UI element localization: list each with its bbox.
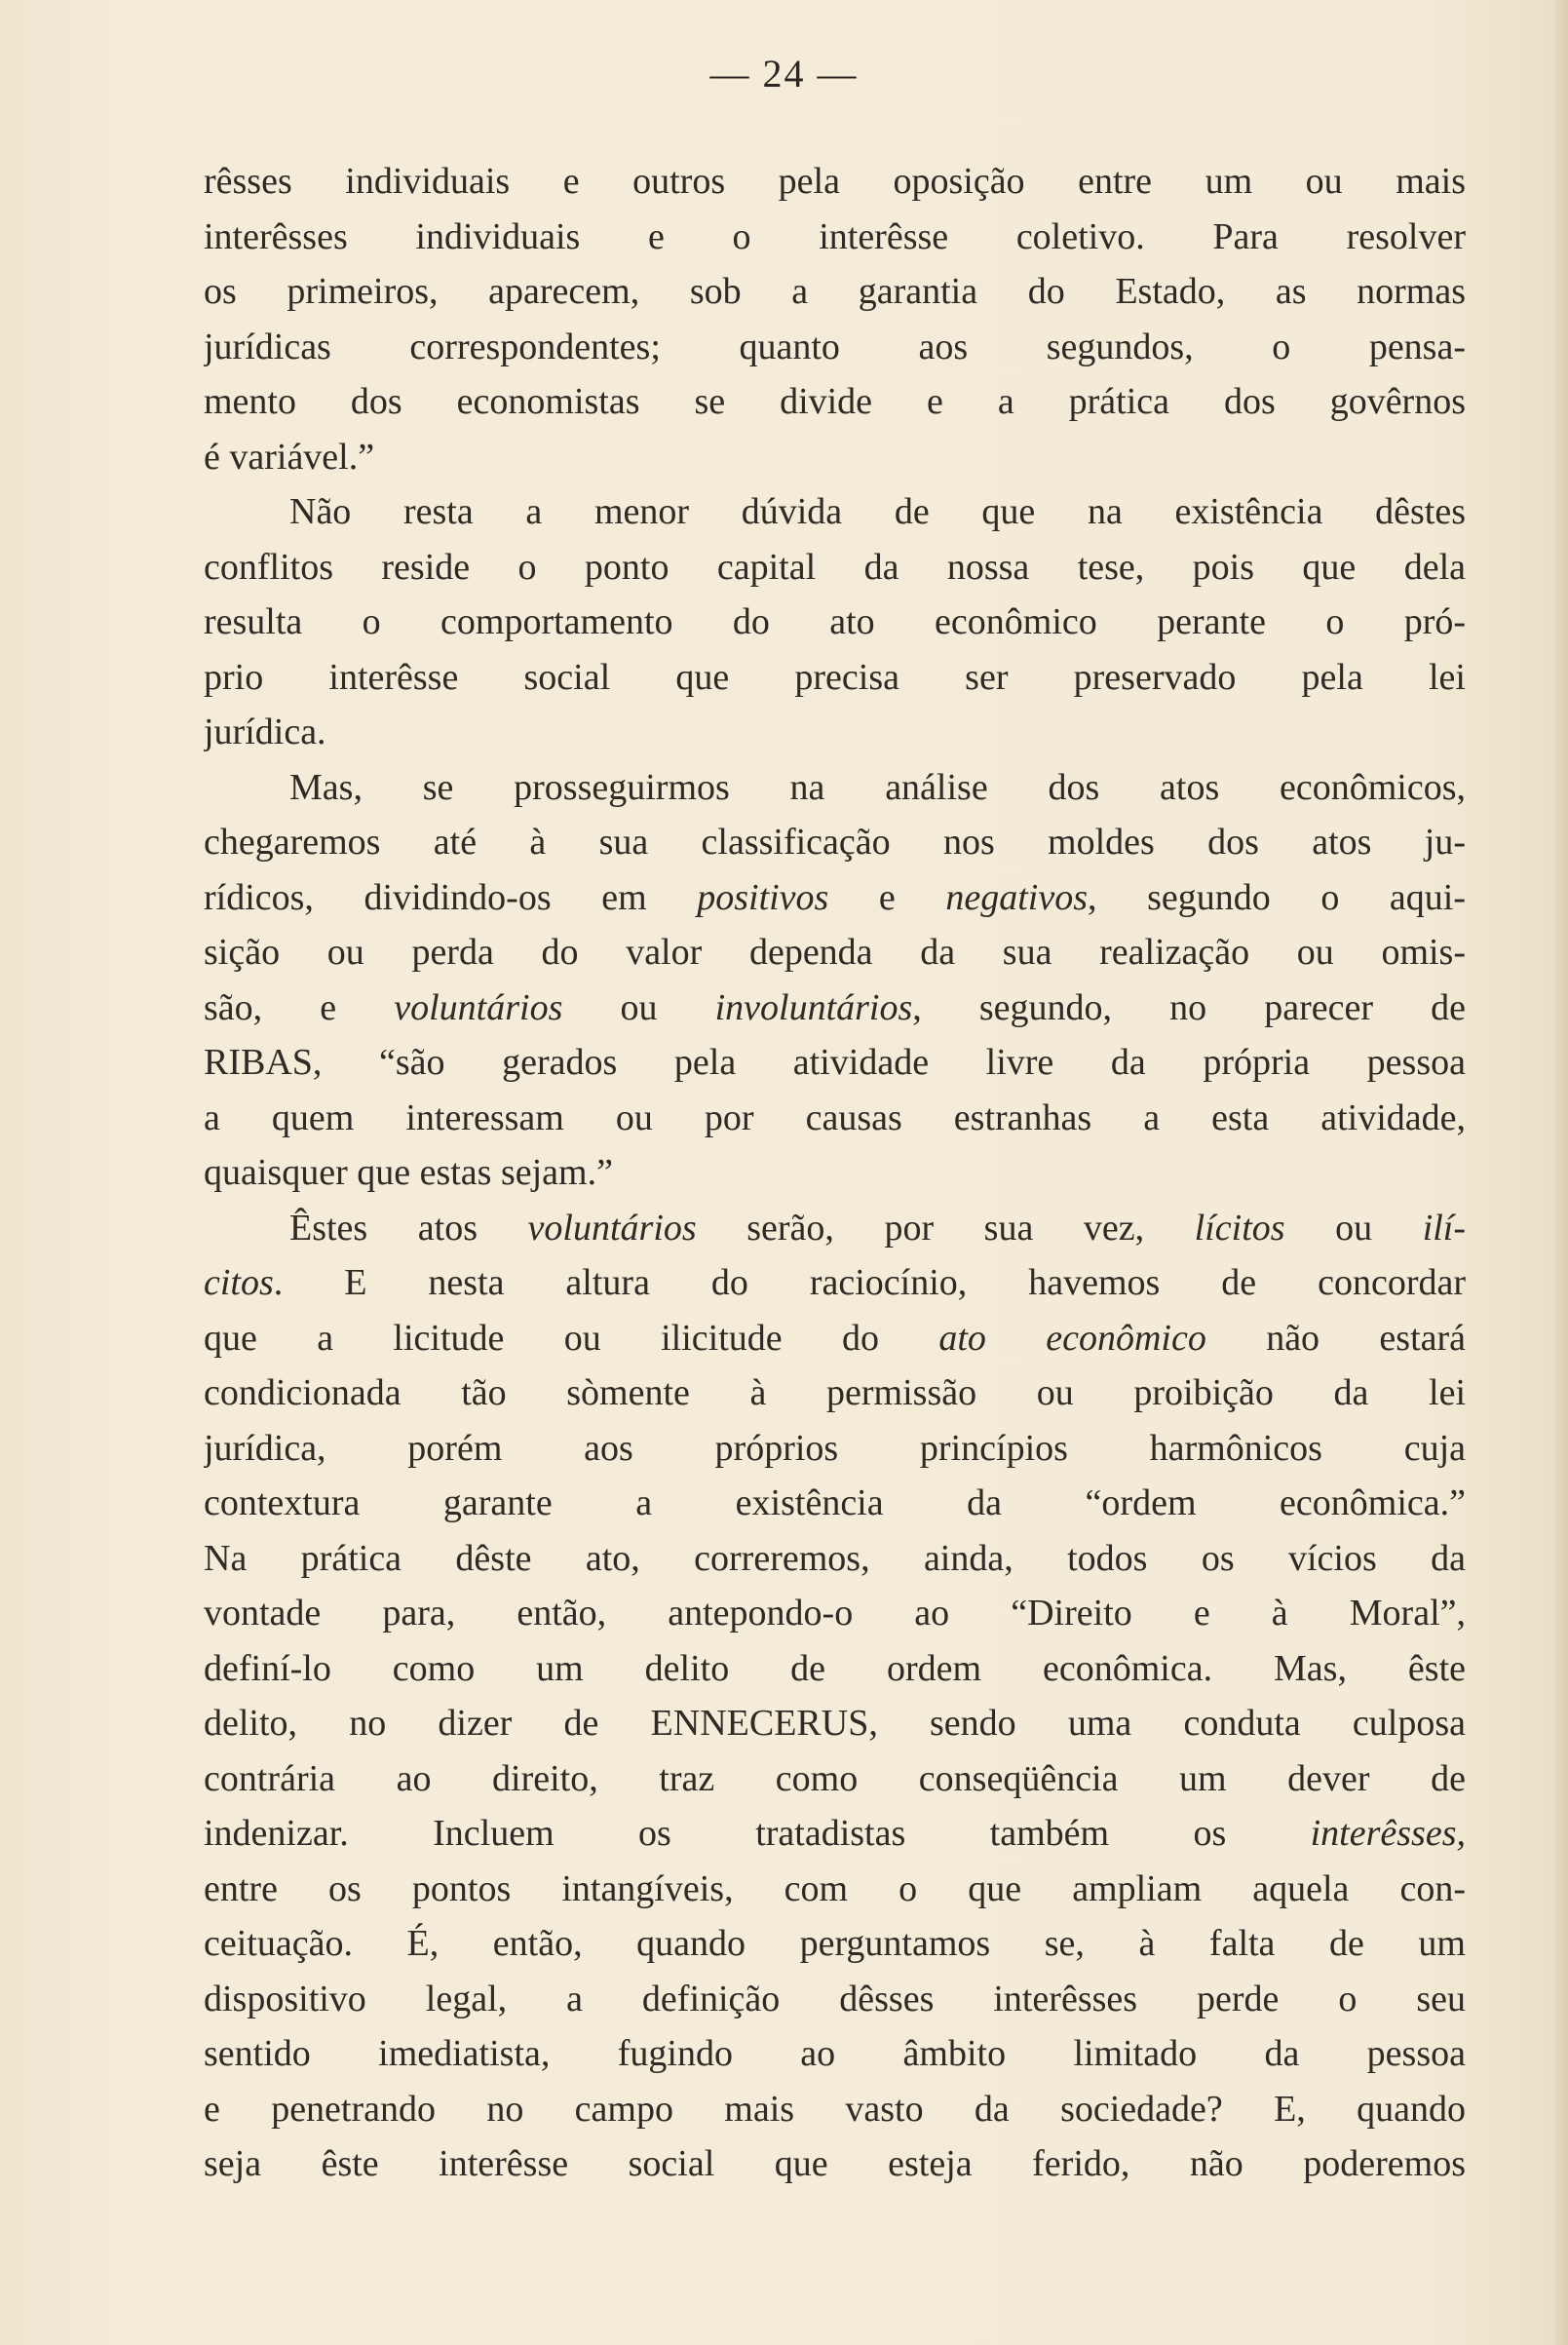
text-line bbox=[204, 1476, 1466, 1531]
text-span: vontade para, então, antepondo-o ao “Direito e à Moral”, bbox=[204, 1593, 1466, 1634]
text-line bbox=[204, 1916, 1466, 1972]
text-line bbox=[204, 1201, 1466, 1256]
text-span: rêsses individuais e outros pela oposição entre um ou mais bbox=[204, 161, 1466, 202]
text-span: sentido imediatista, fugindo ao âmbito limitado da pessoa bbox=[204, 2033, 1466, 2074]
text-span: interêsses individuais e o interêsse coletivo. Para resolver bbox=[204, 215, 1466, 257]
text-span: jurídicas correspondentes; quanto aos segundos, o pensa- bbox=[204, 326, 1466, 367]
text-line bbox=[204, 1751, 1466, 1807]
body-text bbox=[204, 154, 1466, 2192]
text-line bbox=[204, 154, 1466, 210]
text-span: e penetrando no campo mais vasto da sociedade? E, quando bbox=[204, 2088, 1466, 2130]
text-span: Na prática dêste ato, correremos, ainda, todos os vícios da bbox=[204, 1537, 1466, 1579]
text-line bbox=[204, 264, 1466, 320]
text-span: quaisquer que estas sejam.” bbox=[204, 1152, 613, 1193]
text-line bbox=[204, 1972, 1466, 2027]
text-span: Mas, se prosseguirmos na análise dos atos econômicos, bbox=[289, 766, 1466, 808]
text-span: seja êste interêsse social que esteja ferido, não poderemos bbox=[204, 2143, 1466, 2184]
text-line bbox=[204, 980, 1466, 1036]
text-span: prio interêsse social que precisa ser preservado pela lei bbox=[204, 656, 1466, 698]
text-span: chegaremos até à sua classificação nos moldes dos atos ju- bbox=[204, 822, 1466, 863]
text-span: não estará bbox=[1205, 1317, 1466, 1359]
text-line bbox=[204, 1641, 1466, 1697]
text-line bbox=[204, 2136, 1466, 2192]
italic-term: voluntários bbox=[394, 986, 563, 1028]
text-line bbox=[204, 1421, 1466, 1477]
text-span: , segundo, no parecer de bbox=[912, 986, 1466, 1028]
text-line bbox=[204, 1035, 1466, 1091]
text-span: contrária ao direito, traz como conseqüência um dever de bbox=[204, 1757, 1466, 1799]
text-span: . E nesta altura do raciocínio, havemos de concordar bbox=[273, 1262, 1466, 1303]
text-span: ou bbox=[562, 986, 715, 1028]
text-span: definí-lo como um delito de ordem econômica. Mas, êste bbox=[204, 1647, 1466, 1689]
italic-term: negativos bbox=[945, 876, 1089, 918]
text-span: e bbox=[828, 876, 946, 918]
text-line bbox=[204, 925, 1466, 980]
text-line bbox=[204, 815, 1466, 870]
text-span: , segundo o aqui- bbox=[1088, 876, 1466, 918]
text-line bbox=[204, 374, 1466, 430]
text-span: dispositivo legal, a definição dêsses interêsses perde o seu bbox=[204, 1978, 1466, 2019]
text-line bbox=[204, 484, 1466, 540]
italic-term: ilí- bbox=[1422, 1207, 1466, 1249]
italic-term: citos bbox=[204, 1262, 274, 1303]
text-span: conflitos reside o ponto capital da nossa tese, pois que dela bbox=[204, 546, 1466, 588]
text-span: jurídica. bbox=[204, 711, 326, 752]
text-span: mento dos economistas se divide e a prática dos govêrnos bbox=[204, 381, 1466, 422]
italic-term: involuntários bbox=[714, 986, 913, 1028]
italic-term: ato econômico bbox=[938, 1317, 1206, 1359]
italic-term: voluntários bbox=[527, 1207, 697, 1249]
text-span: Êstes atos bbox=[289, 1207, 528, 1249]
text-span: delito, no dizer de ENNECERUS, sendo uma conduta culposa bbox=[204, 1703, 1466, 1744]
text-span: resulta o comportamento do ato econômico perante o pró- bbox=[204, 601, 1466, 642]
text-span: são, e bbox=[204, 986, 395, 1028]
text-span: Não resta a menor dúvida de que na existência dêstes bbox=[289, 491, 1466, 532]
text-line bbox=[204, 1311, 1466, 1366]
text-line bbox=[204, 650, 1466, 706]
text-span: serão, por sua vez, bbox=[696, 1207, 1195, 1249]
italic-term: positivos bbox=[697, 876, 829, 918]
text-line bbox=[204, 320, 1466, 375]
text-line bbox=[204, 1586, 1466, 1641]
text-line bbox=[204, 1862, 1466, 1917]
text-line bbox=[204, 595, 1466, 650]
text-span: a quem interessam ou por causas estranhas a esta atividade, bbox=[204, 1096, 1466, 1138]
text-line bbox=[204, 540, 1466, 596]
text-line bbox=[204, 870, 1466, 926]
text-line bbox=[204, 1255, 1466, 1311]
text-span: jurídica, porém aos próprios princípios harmônicos cuja bbox=[204, 1427, 1466, 1469]
text-line bbox=[204, 1696, 1466, 1751]
italic-term: interêsses, bbox=[1310, 1813, 1466, 1854]
text-line bbox=[204, 2026, 1466, 2082]
text-line bbox=[204, 1145, 1466, 1201]
text-line bbox=[204, 1806, 1466, 1862]
text-line bbox=[204, 430, 1466, 485]
italic-term: lícitos bbox=[1194, 1207, 1285, 1249]
text-span: condicionada tão sòmente à permissão ou proibição da lei bbox=[204, 1372, 1466, 1413]
text-line bbox=[204, 1365, 1466, 1421]
text-span: rídicos, dividindo-os em bbox=[204, 876, 698, 918]
text-span: os primeiros, aparecem, sob a garantia do Estado, as normas bbox=[204, 271, 1466, 312]
page-number: — 24 — bbox=[709, 52, 859, 96]
text-span: contextura garante a existência da “ordem econômica.” bbox=[204, 1482, 1466, 1523]
text-span: é variável.” bbox=[204, 436, 375, 478]
text-line bbox=[204, 210, 1466, 265]
text-span: entre os pontos intangíveis, com o que ampliam aquela con- bbox=[204, 1867, 1466, 1909]
text-line bbox=[204, 2082, 1466, 2137]
text-span: ceituação. É, então, quando perguntamos se, à falta de um bbox=[204, 1923, 1466, 1964]
text-line bbox=[204, 760, 1466, 816]
page-edge bbox=[1554, 0, 1568, 2345]
text-line bbox=[204, 1531, 1466, 1587]
text-span: RIBAS, “são gerados pela atividade livre da própria pessoa bbox=[204, 1042, 1466, 1083]
text-span: que a licitude ou ilicitude do bbox=[204, 1317, 939, 1359]
text-line bbox=[204, 705, 1466, 760]
text-line bbox=[204, 1091, 1466, 1146]
text-span: indenizar. Incluem os tratadistas também os bbox=[204, 1813, 1311, 1854]
text-span: ou bbox=[1284, 1207, 1423, 1249]
text-span: sição ou perda do valor dependa da sua realização ou omis- bbox=[204, 932, 1466, 973]
